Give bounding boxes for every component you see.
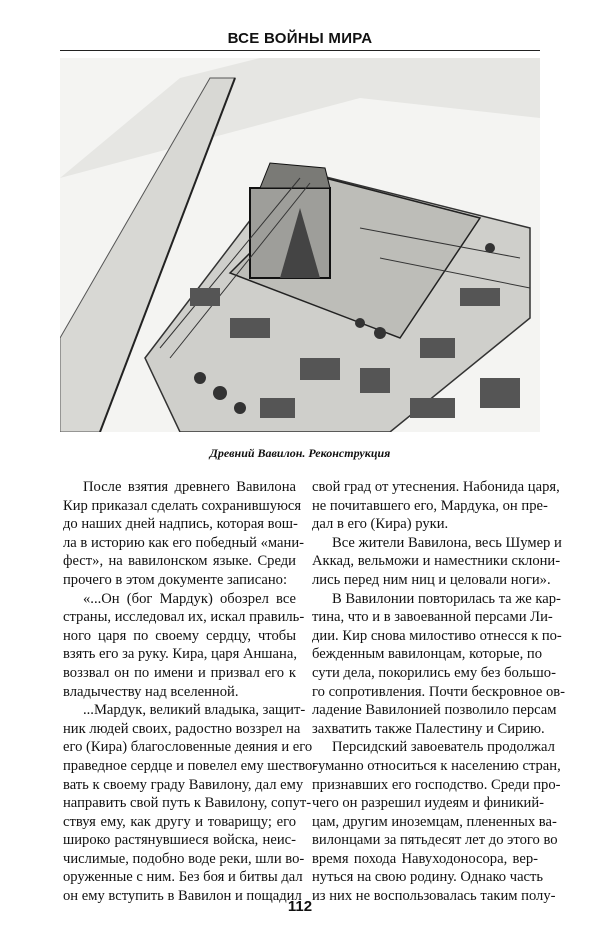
text-line: дии. Кир снова милостиво отнесся к по- <box>312 627 562 644</box>
text-line: страны, исследовал их, искал правиль- <box>63 609 305 626</box>
paragraph <box>63 590 305 702</box>
text-line: его (Кира) благословенные деяния и его <box>63 739 313 756</box>
paragraph <box>312 534 562 590</box>
text-line: го сопротивления. Почти бескровное ов- <box>312 683 566 700</box>
text-line: широко растянувшиеся войска, неис- <box>63 832 296 849</box>
text-line: После взятия древнего Вавилона <box>83 479 296 495</box>
figure-caption: Древний Вавилон. Реконструкция <box>209 446 391 460</box>
text-line: свой град от утеснения. Набонида царя, <box>312 479 560 495</box>
header-rule <box>60 50 540 51</box>
text-line: гуманно относиться к населению стран, <box>312 757 561 774</box>
text-column-left <box>63 478 318 906</box>
text-line: владычеству над вселенной. <box>63 683 239 700</box>
text-line: Все жители Вавилона, весь Шумер и <box>332 534 562 551</box>
text-line: Аккад, вельможи и наместники склони- <box>312 553 561 570</box>
text-line: дал в его (Кира) руки. <box>312 516 449 533</box>
text-line: ...Мардук, великий владыка, защит- <box>83 702 306 719</box>
text-line: из них не воспользовалась таким полу- <box>312 888 556 905</box>
text-line: числимые, подобно воде реки, шли во- <box>63 850 305 867</box>
text-line: Персидский завоеватель продолжал <box>332 739 555 756</box>
text-line: направить свой путь к Вавилону, сопут- <box>63 795 312 812</box>
text-line: ного царя по своему сердцу, чтобы <box>63 627 296 644</box>
text-line: цам, другим иноземцам, плененных ва- <box>312 813 557 830</box>
paragraph <box>312 590 566 739</box>
text-line: ладение Вавилонией позволило персам <box>312 702 557 719</box>
text-line: воззвал он по имени и призвал его к <box>63 664 296 681</box>
text-line: «...Он (бог Мардук) обозрел все <box>83 590 296 607</box>
text-line: вилонцами за пятьдесят лет до этого во <box>312 832 558 849</box>
text-line: Кир приказал сделать сохранившуюся <box>63 497 302 514</box>
text-line: ник людей своих, радостно воззрел на <box>63 720 301 737</box>
babylon-reconstruction-illustration <box>60 58 540 432</box>
text-line: фест», на вавилонском языке. Среди <box>63 553 296 570</box>
text-line: ла в историю как его победный «мани- <box>63 534 305 551</box>
text-line: до наших дней надпись, которая вош- <box>63 516 298 533</box>
page-number: 112 <box>287 898 313 915</box>
text-column-right <box>312 478 566 906</box>
paragraph <box>312 738 561 905</box>
paragraph <box>63 701 318 906</box>
text-line: он ему вступить в Вавилон и пощадил <box>63 888 302 905</box>
paragraph <box>312 478 560 534</box>
text-line: нуться на свою родину. Однако часть <box>312 869 544 886</box>
text-line: время похода Навуходоносора, вер- <box>312 850 538 867</box>
text-line: не почитавшего его, Мардука, он пре- <box>312 497 548 514</box>
text-line: чего он разрешил иудеям и финикий- <box>312 795 545 812</box>
text-line: взять его за руку. Кира, царя Аншана, <box>63 646 297 663</box>
text-line: признавших его господство. Среди про- <box>312 776 561 793</box>
text-line: прочего в этом документе записано: <box>63 571 288 588</box>
paragraph <box>63 478 305 590</box>
text-line: захватить также Палестину и Сирию. <box>312 720 545 737</box>
text-line: вать к своему граду Вавилону, дал ему <box>63 776 304 793</box>
text-line: тина, что и в завоеванной персами Ли- <box>312 609 553 626</box>
text-line: бежденным вавилонцам, которые, по <box>312 646 543 663</box>
text-line: ствуя ему, как другу и товарищу; его <box>63 813 296 830</box>
text-line: В Вавилонии повторилась та же кар- <box>332 590 561 607</box>
running-header: ВСЕ ВОЙНЫ МИРА <box>227 30 373 47</box>
text-line: лись перед ним ниц и целовали ноги». <box>312 571 551 588</box>
text-line: оруженные с ним. Без боя и битвы дал <box>63 869 303 886</box>
text-line: сути дела, покорились ему без большо- <box>312 664 556 681</box>
text-line: праведное сердце и повелел ему шество- <box>63 757 318 774</box>
